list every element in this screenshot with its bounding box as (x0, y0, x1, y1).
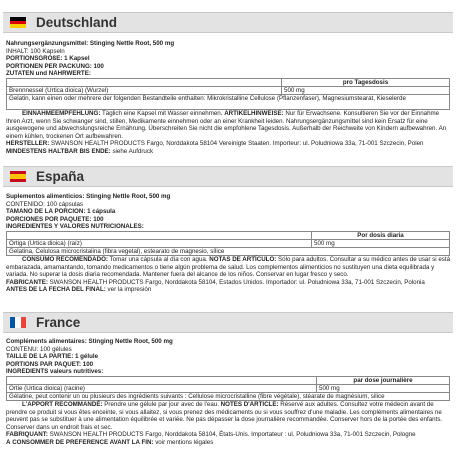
best-before-line: MINDESTENS HALTBAR BIS ENDE: siehe Aufdruck (6, 147, 154, 155)
france-flag-icon (10, 317, 26, 328)
product-line: Suplementos alimenticios: Stinging Nettle Root, 500 mg (6, 193, 171, 200)
nutrition-table (6, 78, 450, 110)
ingredients-heading: INGREDIENTES Y VALORES NUTRICIONALES: (6, 223, 144, 231)
section-title: France (36, 315, 81, 330)
table-row: Gelatina, Celulosa microcristalina (fibra vegetal), estearato de magnesio, sílice (7, 247, 450, 255)
table-row: Ortiga (Urtica dioica) (raíz) 500 mg (7, 239, 450, 247)
germany-flag-icon (10, 17, 26, 28)
best-before-line: ANTES DE LA FECHA DEL FINAL: ver la impresión (6, 286, 152, 294)
table-header: par dose journalière (317, 376, 450, 384)
serving-size-line: TAILLE DE LA PARTIE: 1 gélule (6, 353, 99, 361)
table-row: Gélatine, peut contenir un ou plusieurs des ingrédients suivants : Cellulose microcristalline (fibre végétale), stéarate de magnésium, silice (7, 392, 450, 400)
contents-line: CONTENIDO: 100 cápsulas (6, 200, 84, 208)
contents-line: INHALT: 100 Kapseln (6, 47, 65, 55)
section-header (3, 166, 453, 187)
manufacturer-paragraph: HERSTELLER: SWANSON HEALTH PRODUCTS Fargo, Norddakota 58104 Vereinigte Staaten. Importeur: ul. Poludniowa 33a, 71-001 Szczecin, Polen (6, 140, 424, 148)
product-line: Nahrungsergänzungsmittel: Stinging Nettle Root, 500 mg (6, 40, 175, 47)
servings-per-pack-line: PORCIONES POR PAQUETE: 100 (6, 215, 104, 223)
usage-paragraph: CONSUMO RECOMENDADO: Tomar una cápsula al día con agua. NOTAS DE ARTÍCULO: Sólo para adultos. Consultar a su médico antes de usar si está embarazada, amamantando, tomando medicamentos o tiene algún problema de salud. Los complementos alimenticios no sustituyen una dieta equilibrada y variada. No superar la dosis diaria recomendada. Mantener fuera del alcance de los niños. Conservar en lugar fresco y seco. (6, 255, 451, 279)
serving-size-line: PORTIONSGRÖßE: 1 Kapsel (6, 55, 90, 63)
nutrition-table (6, 376, 450, 401)
best-before-line: À CONSOMMER DE PRÉFÉRENCE AVANT LA FIN: voir mentions légales (6, 438, 214, 446)
table-row: Ortie (Urtica dioica) (racine) 500 mg (7, 384, 450, 392)
ingredients-heading: INGRÉDIENTS valeurs nutritives: (6, 368, 104, 376)
section-header (3, 312, 453, 333)
nutrition-table (6, 231, 450, 256)
ingredients-heading: ZUTATEN und NÄHRWERTE: (6, 70, 91, 78)
contents-line: CONTENU: 100 gélules (6, 345, 72, 353)
table-row: Gelatin, kann einen oder mehrere der folgenden Bestandteile enthalten: Mikrokristalline Cellulose (Pflanzenfaser), Magnesiumstearat, Kieselerde (7, 94, 450, 109)
servings-per-pack-line: PORTIONEN PER PACKUNG: 100 (6, 62, 104, 70)
product-line: Compléments alimentaires: Stinging Nettle Root, 500 mg (6, 338, 173, 345)
spain-flag-icon (10, 171, 26, 182)
servings-per-pack-line: PORTIONS PAR PAQUET: 100 (6, 360, 94, 368)
usage-paragraph: EINNAHMEEMPFEHLUNG: Täglich eine Kapsel mit Wasser einnehmen. ARTIKELHINWEISE: Nur für Erwachsene. Konsultieren Sie vor der Einnahme Ihren Arzt, wenn Sie schwanger sind, stillen, Medikamente einnehmen oder an einer Krankheit leiden. Nahrungsergänzungsmittel sind kein Ersatz für eine ausgewogene und abwechslungsreiche Ernährung. Überschreiten Sie nicht die empfohlene Tagesdosis. Außerhalb der Reichweite von Kindern aufbewahren. An einem kühlen, trockenen Ort aufbewahren. (6, 109, 447, 140)
table-row: Brennnessel (Urtica dioica) (Wurzel) 500 mg (7, 86, 450, 94)
section-title: España (36, 169, 85, 184)
manufacturer-paragraph: FABRICANTE: SWANSON HEALTH PRODUCTS Fargo, Norddakota 58104, Estados Unidos. Importador: ul. Poludniowa 33a, 71-001 Szczecin, Polonia (6, 278, 425, 286)
section-body (6, 193, 452, 294)
section-title: Deutschland (36, 15, 118, 30)
usage-paragraph: L'APPORT RECOMMANDÉ: Prendre une gélule par jour avec de l'eau. NOTES D'ARTICLE: Réservé aux adultes. Consultez votre médecin avant de prendre ce produit si vous êtes enceinte, si vous allaitez, si vous prenez des médicaments ou si vous souffrez d'une maladie. Les compléments alimentaires ne peuvent pas se substituer à une alimentation équilibrée et variée. Ne pas dépasser la dose journalière recommandée. Conserver hors de la portée des enfants. Conserver dans un endroit frais et sec. (6, 400, 443, 431)
manufacturer-paragraph: FABRIQUANT: SWANSON HEALTH PRODUCTS Fargo, Norddakota 58104, États-Unis. Importateur : ul. Poludniowa 33a, 71-001 Szczecin, Pologne (6, 431, 416, 439)
section-body (6, 40, 452, 156)
table-header: Por dosis diaria (312, 231, 450, 239)
serving-size-line: TAMAÑO DE LA PORCIÓN: 1 cápsula (6, 208, 116, 216)
section-body (6, 338, 452, 447)
section-header (3, 12, 453, 33)
table-header: pro Tagesdosis (282, 78, 450, 86)
